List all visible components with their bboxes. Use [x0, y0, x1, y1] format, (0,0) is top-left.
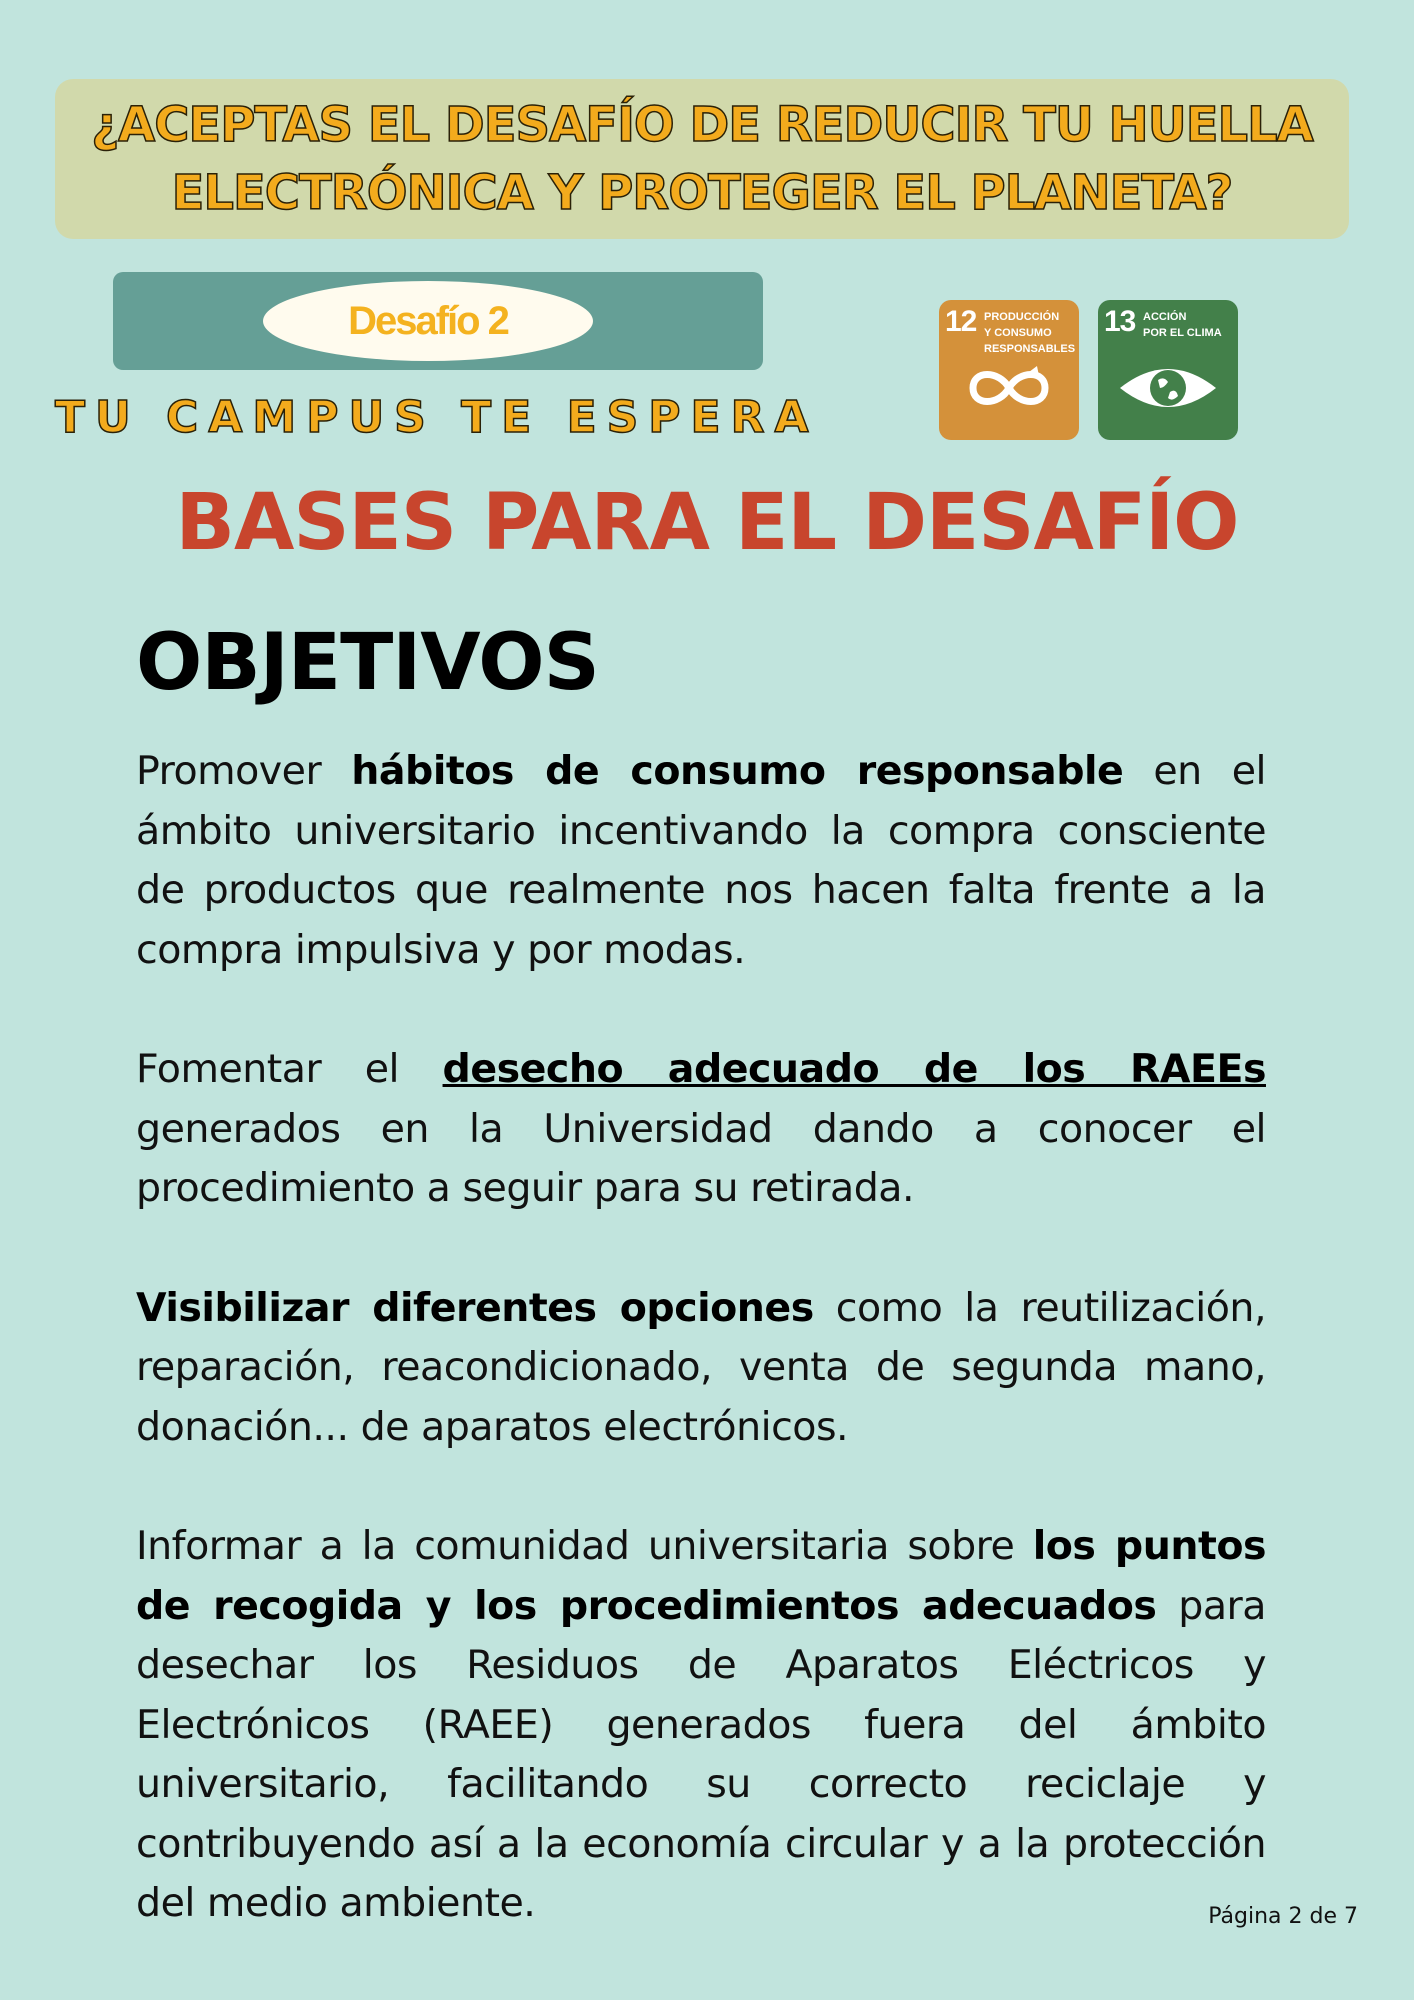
objective-highlight: Visibilizar diferentes opciones: [136, 1284, 814, 1331]
ods-12-badge: [939, 300, 1079, 440]
objective-highlight: desecho adecuado de los RAEEs: [442, 1046, 1266, 1092]
objective-paragraph: Promover hábitos de consumo responsable en el ámbito universitario incentivando la compra consciente de productos que realmente nos hacen falta frente a la compra impulsiva y por modas.: [136, 748, 1266, 973]
objective-paragraph: Visibilizar diferentes opciones como la reutilización, reparación, reacondicionado, venta de segunda mano, donación... de aparatos electrónicos.: [136, 1284, 1266, 1450]
ods-12-number: 12: [945, 305, 977, 338]
page-number: Página 2 de 7: [1208, 1904, 1358, 1929]
objective-highlight: hábitos de consumo responsable: [351, 748, 1124, 794]
challenge-box: [113, 272, 763, 370]
eye-globe-icon: [1118, 358, 1218, 418]
ods-13-badge: [1098, 300, 1238, 440]
banner-title-line2: ELECTRÓNICA Y PROTEGER EL PLANETA?: [171, 165, 1233, 221]
banner-title: [72, 91, 1332, 227]
ods-13-label: ACCIÓN POR EL CLIMA: [1143, 311, 1222, 339]
challenge-label: Desafío 2: [263, 281, 593, 361]
header-banner: [55, 79, 1349, 239]
objective-paragraph: Fomentar el desecho adecuado de los RAEEs generados en la Universidad dando a conocer el procedimiento a seguir para su retirada.: [136, 1046, 1266, 1211]
banner-title-line1: ¿ACEPTAS EL DESAFÍO DE REDUCIR TU HUELLA: [91, 97, 1313, 153]
campus-tagline: TU CAMPUS TE ESPERA: [55, 392, 819, 443]
ods-13-number: 13: [1104, 305, 1136, 338]
main-title: BASES PARA EL DESAFÍO: [175, 478, 1239, 568]
objective-paragraph: Informar a la comunidad universitaria sobre los puntos de recogida y los procedimientos adecuados para desechar los Residuos de Aparatos Eléctricos y Electrónicos (RAEE) generados fuera del ámbito universitario, facilitando su correcto reciclaje y contribuyendo así a la economía circular y a la protección del medio ambiente.: [136, 1523, 1266, 1926]
objectives-list: [136, 742, 1266, 1994]
objective-highlight: los puntos de recogida y los procedimientos adecuados: [136, 1523, 1266, 1629]
section-title: OBJETIVOS: [136, 618, 599, 708]
ods-12-label: PRODUCCIÓN Y CONSUMO RESPONSABLES: [984, 311, 1076, 355]
infinity-icon: [959, 358, 1059, 418]
